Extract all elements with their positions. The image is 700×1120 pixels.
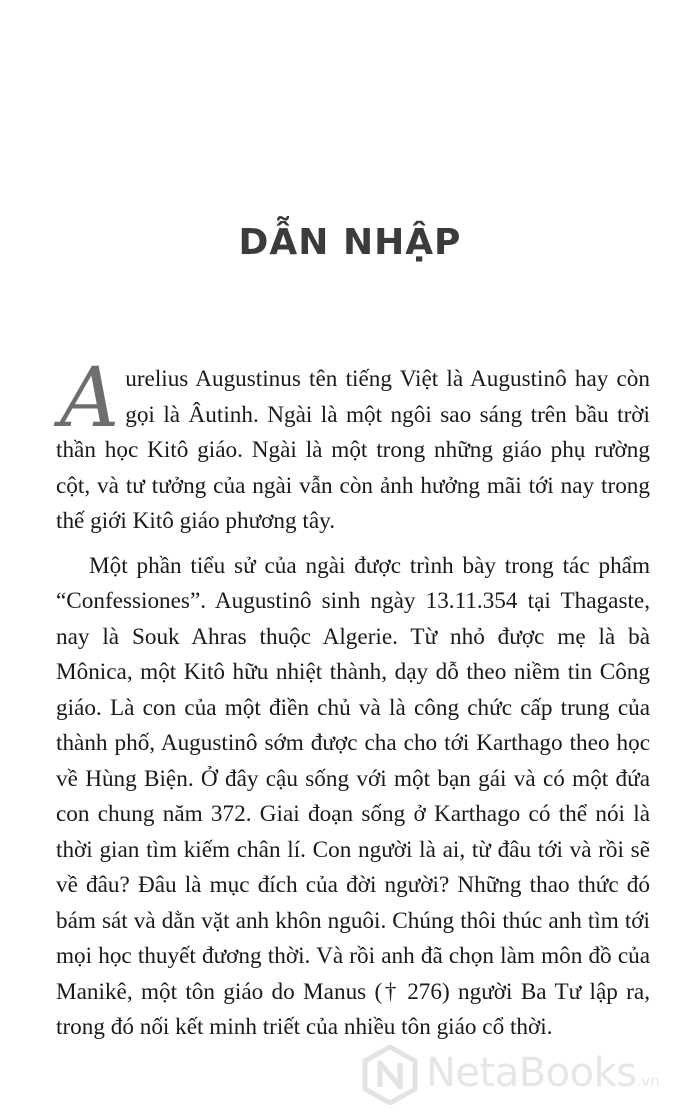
chapter-title: DẪN NHẬP: [238, 222, 462, 263]
body-text: [56, 351, 650, 1046]
watermark-brand-suffix: .vn: [636, 1072, 660, 1090]
netabooks-logo-icon: [362, 1045, 418, 1105]
netabooks-watermark: [362, 1040, 692, 1110]
watermark-brand: [426, 1050, 660, 1096]
watermark-brand-name: NetaBooks: [426, 1050, 637, 1096]
drop-cap-letter: A: [60, 351, 120, 446]
paragraph-biography: Một phần tiểu sử của ngài được trình bày trong tác phẩm “Confessiones”. Augustinô sinh ngày 13.11.354 tại Thagaste, nay là Souk Ahras thuộc Algerie. Từ nhỏ được mẹ là bà Mônica, một Kitô hữu nhiệt thành, dạy dỗ theo niềm tin Công giáo. Là con của một điền chủ và là công chức cấp trung của thành phố, Augustinô sớm được cha cho tới Karthago theo học về Hùng Biện. Ở đây cậu sống với một bạn gái và có một đứa con chung năm 372. Giai đoạn sống ở Karthago có thể nói là thời gian tìm kiếm chân lí. Con người là ai, từ đâu tới và rồi sẽ về đâu? Đâu là mục đích của đời người? Những thao thức đó bám sát và dằn vặt anh khôn nguôi. Chúng thôi thúc anh tìm tới mọi học thuyết đương thời. Và rồi anh đã chọn làm môn đồ của Manikê, một tôn giáo do Manus († 276) người Ba Tư lập ra, trong đó nối kết minh triết của nhiều tôn giáo cổ thời.: [56, 552, 650, 1040]
paragraph-intro-text: urelius Augustinus tên tiếng Việt là Augustinô hay còn gọi là Âutinh. Ngài là một ngôi sao sáng trên bầu trời thần học Kitô giáo. Ngài là một trong những giáo phụ rường cột, và tư tưởng của ngài vẫn còn ảnh hưởng mãi tới nay trong thế giới Kitô giáo phương tây.: [56, 366, 650, 534]
paragraph-intro: [56, 351, 650, 540]
